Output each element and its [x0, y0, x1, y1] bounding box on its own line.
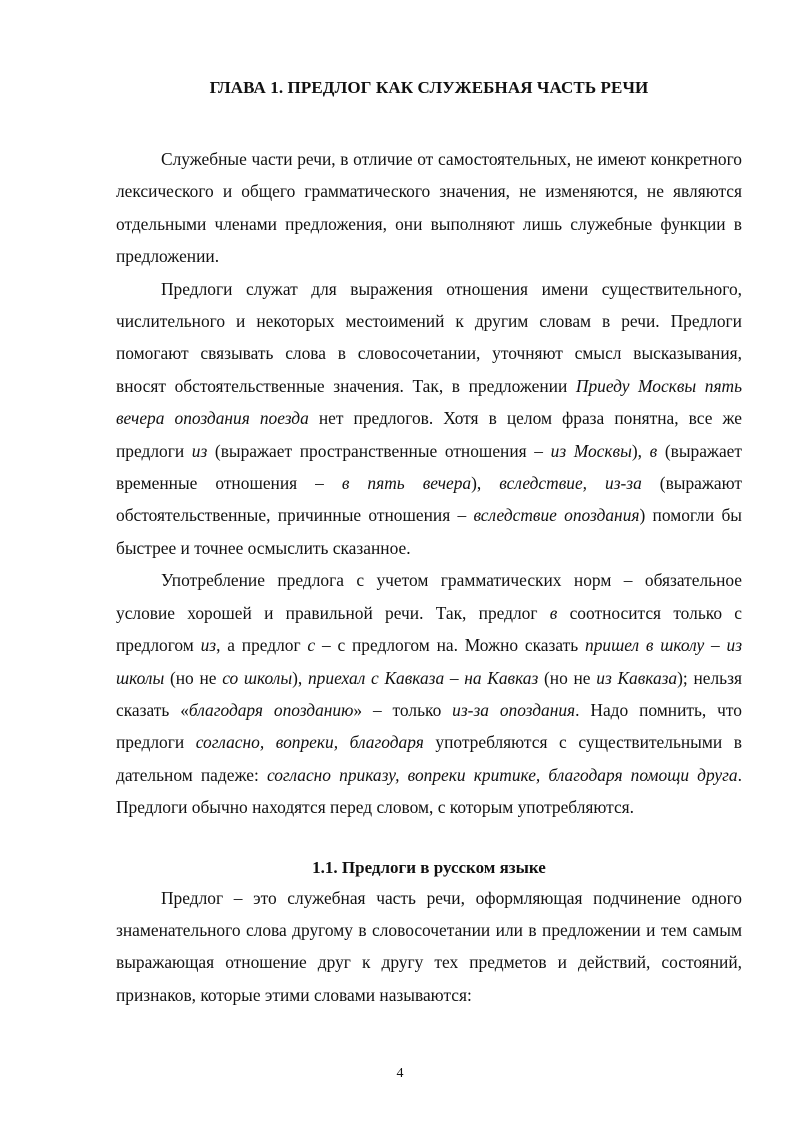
- p2-e5: в пять вечера: [341, 473, 472, 494]
- p3-e11: согласно приказу, вопреки критике, благодаря помощи друга: [266, 764, 738, 785]
- paragraph-4: [116, 882, 742, 1012]
- paragraph-3: [116, 564, 742, 823]
- p3-s12: . Предлоги обычно находятся перед словом, с которым употребляются.: [116, 764, 742, 818]
- p2-e3: из Москвы: [550, 440, 632, 461]
- p3-s4: – с предлогом на. Можно сказать: [315, 635, 585, 656]
- p3-s8: ); нельзя сказать «: [116, 667, 742, 720]
- chapter-title: ГЛАВА 1. ПРЕДЛОГ КАК СЛУЖЕБНАЯ ЧАСТЬ РЕЧИ: [209, 78, 649, 97]
- p3-s1: Употребление предлога с учетом грамматических норм – обязательное условие хорошей и правильной речи. Так, предлог: [116, 570, 742, 623]
- p3-s5: (но не: [164, 667, 223, 688]
- p2-e2: из: [191, 440, 208, 461]
- p2-s2: нет предлогов. Хотя в целом фраза понятна, все же предлоги: [116, 408, 742, 461]
- p2-e6: вследствие, из-за: [499, 473, 642, 494]
- p4-text: Предлог – это служебная часть речи, оформляющая подчинение одного знаменательного слова другому в словосочетании или в предложении и тем самым выражающая отношение друг к другу тех предметов и действий, состояний, признаков, которые этими словами называются:: [116, 887, 742, 1005]
- p2-e7: вследствие опоздания: [473, 505, 640, 526]
- p3-s9: » – только: [353, 699, 453, 720]
- paragraph-1: [116, 143, 742, 273]
- p2-e4: в: [649, 440, 658, 461]
- p3-e10: согласно, вопреки, благодаря: [195, 732, 424, 753]
- p3-e7: из Кавказа: [596, 667, 678, 688]
- p3-e8: благодаря опозданию: [188, 699, 354, 720]
- p2-s8: ) помогли бы быстрее и точнее осмыслить сказанное.: [116, 505, 742, 558]
- page-number: 4: [396, 1066, 404, 1081]
- p2-s7: (выражают обстоятельственные, причинные отношения –: [116, 473, 742, 526]
- p2-s3: (выражает пространственные отношения –: [207, 440, 551, 461]
- p3-s3: , а предлог: [216, 635, 308, 656]
- p3-s6: ),: [292, 667, 308, 688]
- section-title: 1.1. Предлоги в русском языке: [312, 857, 546, 877]
- p2-s5: (выражает временные отношения –: [116, 440, 742, 494]
- paragraph-2: [116, 273, 742, 565]
- p3-e4: пришел в школу – из школы: [116, 635, 742, 688]
- p3-s7: (но не: [538, 667, 597, 688]
- p3-s11: употребляются с существительными в дательном падеже:: [116, 732, 742, 785]
- p3-e1: в: [549, 602, 558, 623]
- p2-s4: ),: [631, 440, 650, 461]
- p3-e5: со школы: [222, 667, 293, 688]
- p2-s1: Предлоги служат для выражения отношения имени существительного, числительного и некоторых местоимений к другим словам в речи. Предлоги помогают связывать слова в словосочетании, уточняют смысл высказывания, вносят обстоятельственные значения. Так, в предложении: [116, 278, 742, 396]
- p3-e9: из-за опоздания: [452, 699, 576, 720]
- p3-s2: соотносится только с предлогом: [116, 602, 742, 656]
- document-page: [116, 72, 742, 1011]
- p1-text: Служебные части речи, в отличие от самостоятельных, не имеют конкретного лексического и общего грамматического значения, не изменяются, не являются отдельными членами предложения, они выполняют лишь служебные функции в предложении.: [116, 149, 742, 267]
- p3-s10: . Надо помнить, что предлоги: [116, 699, 742, 753]
- p3-e3: с: [307, 635, 316, 656]
- p2-s6: ),: [471, 473, 500, 494]
- p2-e1: Приеду Москвы пять вечера опоздания поезда: [116, 375, 742, 429]
- p3-e6: приехал с Кавказа – на Кавказ: [307, 667, 539, 688]
- p3-e2: из: [200, 635, 217, 656]
